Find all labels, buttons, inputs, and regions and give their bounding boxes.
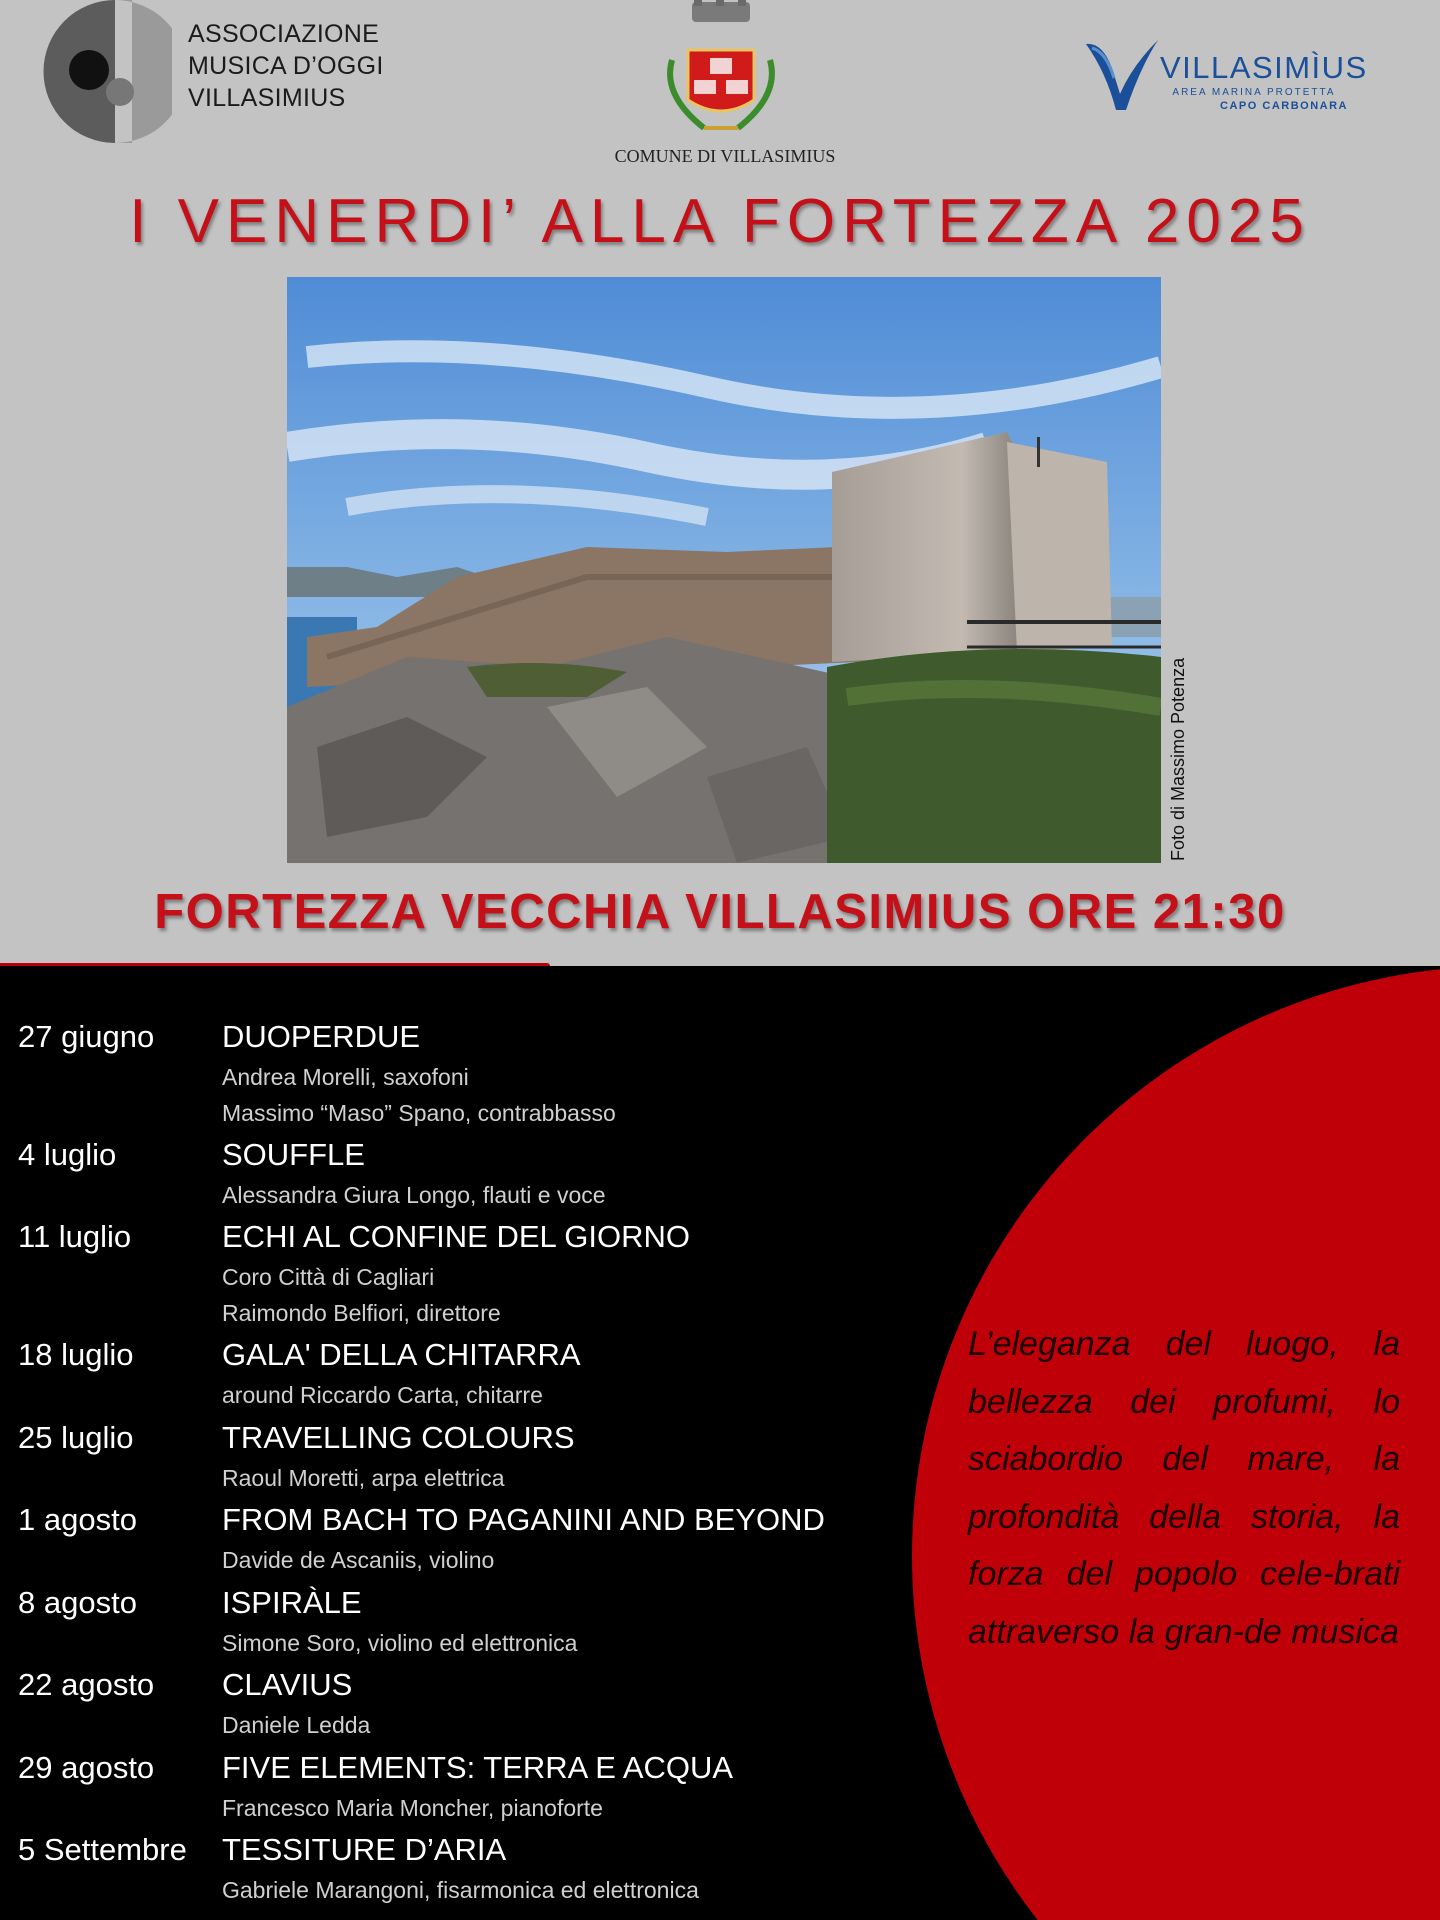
photo-credit: Foto di Massimo Potenza: [1168, 657, 1188, 861]
event-title: TESSITURE D’ARIA: [222, 1832, 507, 1867]
event-performer: Simone Soro, violino ed elettronica: [222, 1630, 578, 1656]
event-date: 27 giugno: [18, 1019, 155, 1054]
event-date: 1 agosto: [18, 1502, 137, 1537]
villasimius-title: VILLASIMÌUS: [1160, 50, 1368, 85]
event-performer: Raoul Moretti, arpa elettrica: [222, 1465, 505, 1491]
page-title: I VENERDI’ ALLA FORTEZZA 2025: [129, 187, 1311, 256]
event-title: TRAVELLING COLOURS: [222, 1420, 575, 1455]
fortress-photo: [287, 277, 1161, 863]
event-title: ISPIRÀLE: [222, 1585, 362, 1620]
event-date: 11 luglio: [18, 1219, 132, 1254]
venue-subtitle: FORTEZZA VECCHIA VILLASIMIUS ORE 21:30: [154, 885, 1286, 939]
event-performer: Andrea Morelli, saxofoni: [222, 1064, 469, 1090]
event-performer: Coro Città di Cagliari: [222, 1264, 435, 1290]
event-performer: Massimo “Maso” Spano, contrabbasso: [222, 1100, 616, 1126]
event-date: 25 luglio: [18, 1420, 134, 1455]
event-performer: Alessandra Giura Longo, flauti e voce: [222, 1182, 606, 1208]
villasimius-subtitle-1: AREA MARINA PROTETTA: [1172, 87, 1336, 98]
associazione-name: [188, 18, 384, 114]
event-date: 22 agosto: [18, 1667, 155, 1702]
event-title: FROM BACH TO PAGANINI AND BEYOND: [222, 1502, 825, 1537]
associazione-line-2: MUSICA D’OGGI: [188, 52, 384, 80]
event-performer: Raimondo Belfiori, direttore: [222, 1300, 501, 1326]
event-performer: Gabriele Marangoni, fisarmonica ed elettronica: [222, 1877, 699, 1903]
event-title: GALA' DELLA CHITARRA: [222, 1337, 581, 1372]
event-performer: Francesco Maria Moncher, pianoforte: [222, 1795, 603, 1821]
associazione-line-1: ASSOCIAZIONE: [188, 20, 380, 48]
event-performer: Daniele Ledda: [222, 1712, 371, 1738]
event-title: DUOPERDUE: [222, 1019, 421, 1054]
villasimius-logo-icon: [1082, 38, 1162, 112]
event-title: SOUFFLE: [222, 1137, 365, 1172]
event-date: 8 agosto: [18, 1585, 137, 1620]
event-title: ECHI AL CONFINE DEL GIORNO: [222, 1219, 690, 1254]
event-date: 18 luglio: [18, 1337, 134, 1372]
comune-label: COMUNE DI VILLASIMIUS: [614, 146, 836, 166]
event-performer: around Riccardo Carta, chitarre: [222, 1382, 543, 1408]
event-performer: Davide de Ascaniis, violino: [222, 1547, 495, 1573]
event-date: 4 luglio: [18, 1137, 117, 1172]
event-title: FIVE ELEMENTS: TERRA E ACQUA: [222, 1750, 734, 1785]
associazione-logo-icon: [22, 0, 172, 150]
event-date: 29 agosto: [18, 1750, 155, 1785]
comune-crest-icon: [652, 0, 792, 145]
event-date: 5 Settembre: [18, 1832, 187, 1867]
associazione-line-3: VILLASIMIUS: [188, 84, 346, 112]
quote-text: L’eleganza del luogo, la bellezza dei profumi, lo sciabordio del mare, la profondità della storia, la forza del popolo cele-brati attraverso la gran-de musica: [968, 1325, 1400, 1651]
event-title: CLAVIUS: [222, 1667, 353, 1702]
villasimius-subtitle-2: CAPO CARBONARA: [1220, 100, 1348, 112]
